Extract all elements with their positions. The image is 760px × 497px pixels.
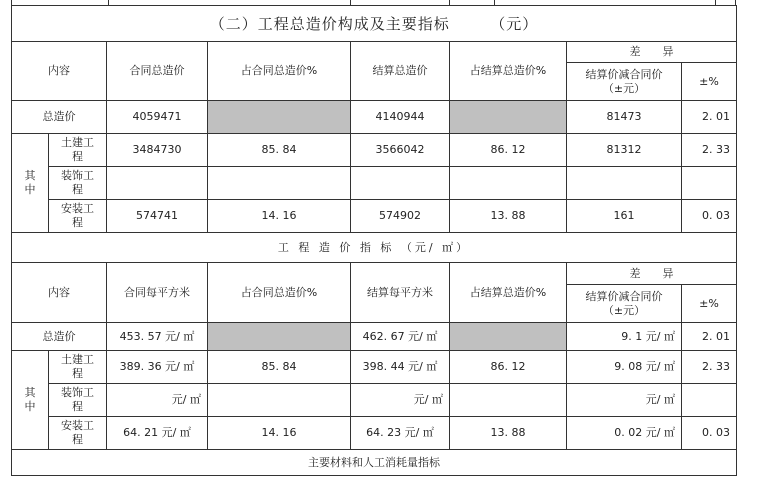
row-label [49,384,107,417]
header-diff-pct: ±% [682,63,737,101]
total-diff: 9. 1 元/ ㎡ [567,323,682,351]
header-diff-amount-unit: （±元） [602,81,646,95]
row-diff [567,167,682,200]
header-diff-amount [567,285,682,323]
row-label-line: 程 [72,216,83,229]
row-pct-settle: 86. 12 [450,134,567,167]
group-label [12,134,49,233]
row-settle [351,167,450,200]
row-label-line: 安装工 [61,419,94,432]
section2-title: 工 程 造 价 指 标 （元/ ㎡） [12,233,737,263]
row-label-line: 安装工 [61,202,94,215]
header-pct-settle: 占结算总造价% [450,42,567,101]
total-label: 总造价 [12,101,107,134]
row-pct-settle: 86. 12 [450,351,567,384]
row-label-line: 土建工 [61,136,94,149]
total-label: 总造价 [12,323,107,351]
gray-cell [450,323,567,351]
row-settle: 64. 23 元/ ㎡ [351,417,450,450]
row-label-line: 装饰工 [61,169,94,182]
row-pct-settle [450,167,567,200]
group-label-char: 中 [24,400,36,413]
row-pct-contract: 85. 84 [208,351,351,384]
row-contract: 389. 36 元/ ㎡ [107,351,208,384]
row-label-line: 土建工 [61,353,94,366]
header-diff: 差 异 [567,42,737,63]
row-diff: 元/ ㎡ [567,384,682,417]
group-label-char: 其 [24,386,36,399]
header-pct-contract: 占合同总造价% [208,42,351,101]
header-contract-total: 合同总造价 [107,42,208,101]
row-label [49,134,107,167]
group-label [12,351,49,450]
row-label-line: 程 [72,150,83,163]
row-settle: 3566042 [351,134,450,167]
row-pct-settle: 13. 88 [450,200,567,233]
gray-cell [208,323,351,351]
row-pct-contract: 14. 16 [208,417,351,450]
header-content: 内容 [12,263,107,323]
row-label-line: 程 [72,367,83,380]
header-diff-pct: ±% [682,285,737,323]
row-diff: 81312 [567,134,682,167]
gray-cell [450,101,567,134]
group-label-char: 其 [24,169,36,182]
row-pct-contract [208,167,351,200]
row-settle: 574902 [351,200,450,233]
row-pct [682,167,737,200]
header-diff-amount-label: 结算价减合同价 [585,67,663,81]
row-contract: 574741 [107,200,208,233]
row-label-line: 装饰工 [61,386,94,399]
row-pct-contract: 85. 84 [208,134,351,167]
total-pct: 2. 01 [682,323,737,351]
total-diff: 81473 [567,101,682,134]
row-contract: 元/ ㎡ [107,384,208,417]
header-settle-total: 结算总造价 [351,42,450,101]
row-label [49,167,107,200]
row-pct-settle: 13. 88 [450,417,567,450]
row-settle: 元/ ㎡ [351,384,450,417]
header-settle-sqm: 结算每平方米 [351,263,450,323]
row-label-line: 程 [72,433,83,446]
header-diff-amount [567,63,682,101]
row-diff: 161 [567,200,682,233]
header-content: 内容 [12,42,107,101]
row-pct-settle [450,384,567,417]
row-label [49,200,107,233]
total-settle: 4140944 [351,101,450,134]
row-contract: 64. 21 元/ ㎡ [107,417,208,450]
row-diff: 0. 02 元/ ㎡ [567,417,682,450]
total-pct: 2. 01 [682,101,737,134]
row-diff: 9. 08 元/ ㎡ [567,351,682,384]
row-contract [107,167,208,200]
section1-title: （二）工程总造价构成及主要指标 （元） [12,6,737,42]
total-contract: 4059471 [107,101,208,134]
cost-table [11,5,737,476]
footer-title: 主要材料和人工消耗量指标 [12,450,737,476]
header-diff: 差 异 [567,263,737,285]
row-label [49,417,107,450]
row-settle: 398. 44 元/ ㎡ [351,351,450,384]
row-pct: 2. 33 [682,134,737,167]
header-diff-amount-unit: （±元） [602,303,646,317]
header-contract-sqm: 合同每平方米 [107,263,208,323]
row-pct-contract: 14. 16 [208,200,351,233]
row-pct: 0. 03 [682,200,737,233]
row-contract: 3484730 [107,134,208,167]
header-diff-amount-label: 结算价减合同价 [585,289,663,303]
total-contract: 453. 57 元/ ㎡ [107,323,208,351]
header-pct-settle: 占结算总造价% [450,263,567,323]
row-label [49,351,107,384]
row-pct-contract [208,384,351,417]
row-pct [682,384,737,417]
header-pct-contract: 占合同总造价% [208,263,351,323]
total-settle: 462. 67 元/ ㎡ [351,323,450,351]
gray-cell [208,101,351,134]
row-label-line: 程 [72,400,83,413]
group-label-char: 中 [24,183,36,196]
row-label-line: 程 [72,183,83,196]
row-pct: 2. 33 [682,351,737,384]
row-pct: 0. 03 [682,417,737,450]
